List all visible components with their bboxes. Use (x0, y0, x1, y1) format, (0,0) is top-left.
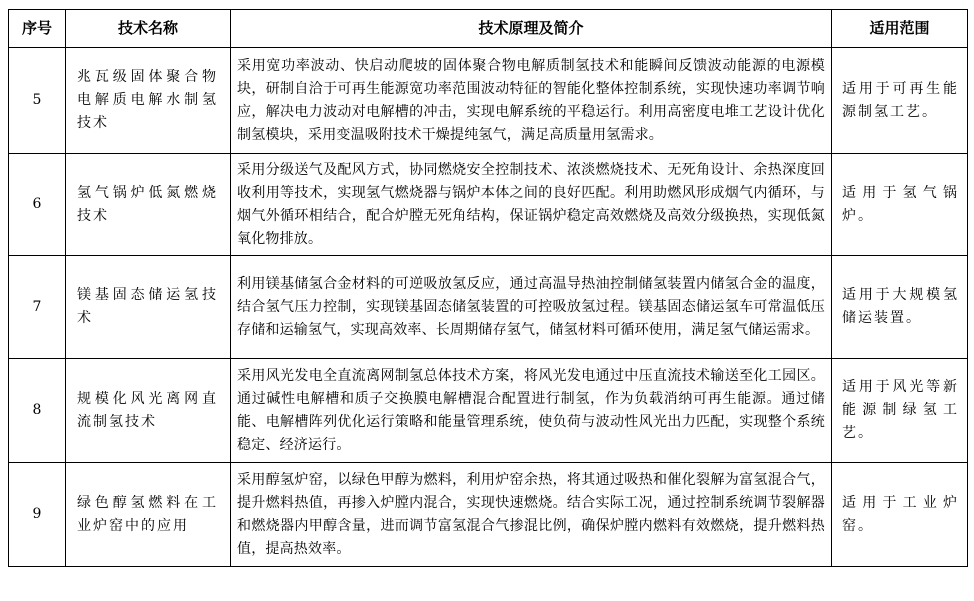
row-scope: 适用于风光等新能源制绿氢工艺。 (832, 359, 968, 463)
row-scope: 适用于大规模氢储运装置。 (832, 256, 968, 359)
row-name: 规模化风光离网直流制氢技术 (66, 359, 231, 463)
row-scope: 适用于工业炉窑。 (832, 463, 968, 567)
header-scope: 适用范围 (832, 10, 968, 48)
row-seq: 5 (9, 48, 66, 154)
row-principle: 采用分级送气及配风方式，协同燃烧安全控制技术、浓淡燃烧技术、无死角设计、余热深度回收利用等技术，实现氢气燃烧器与锅炉本体之间的良好匹配。利用助燃风形成烟气内循环，与烟气外循环相结合，配合炉膛无死角结构，保证锅炉稳定高效燃烧及高效分级换热，实现低氮氧化物排放。 (231, 154, 832, 256)
row-seq: 8 (9, 359, 66, 463)
table-row (9, 154, 968, 256)
row-principle: 采用宽功率波动、快启动爬坡的固体聚合物电解质制氢技术和能瞬间反馈波动能源的电源模块，研制自洽于可再生能源宽功率范围波动特征的智能化整体控制系统，实现快速功率调节响应，解决电力波动对电解槽的冲击，实现电解系统的平稳运行。利用高密度电堆工艺设计优化制氢模块，采用变温吸附技术干燥提纯氢气，满足高质量用氢需求。 (231, 48, 832, 154)
row-seq: 6 (9, 154, 66, 256)
row-principle: 采用醇氢炉窑，以绿色甲醇为燃料，利用炉窑余热，将其通过吸热和催化裂解为富氢混合气，提升燃料热值，再掺入炉膛内混合，实现快速燃烧。结合实际工况，通过控制系统调节裂解器和燃烧器内甲醇含量，进而调节富氢混合气掺混比例，确保炉膛内燃料有效燃烧，提升燃料热值，提高热效率。 (231, 463, 832, 567)
row-seq: 7 (9, 256, 66, 359)
row-scope: 适用于可再生能源制氢工艺。 (832, 48, 968, 154)
header-seq: 序号 (9, 10, 66, 48)
header-name: 技术名称 (66, 10, 231, 48)
row-principle: 采用风光发电全直流离网制氢总体技术方案，将风光发电通过中压直流技术输送至化工园区。通过碱性电解槽和质子交换膜电解槽混合配置进行制氢，作为负载消纳可再生能源。通过储能、电解槽阵列优化运行策略和能量管理系统，使负荷与波动性风光出力匹配，实现整个系统稳定、经济运行。 (231, 359, 832, 463)
table-row (9, 463, 968, 567)
row-scope: 适用于氢气锅炉。 (832, 154, 968, 256)
row-principle: 利用镁基储氢合金材料的可逆吸放氢反应，通过高温导热油控制储氢装置内储氢合金的温度，结合氢气压力控制，实现镁基固态储氢装置的可控吸放氢过程。镁基固态储运氢车可常温低压存储和运输氢气，实现高效率、长周期储存氢气，储氢材料可循环使用，满足氢气储运需求。 (231, 256, 832, 359)
row-name: 兆瓦级固体聚合物电解质电解水制氢技术 (66, 48, 231, 154)
row-name: 氢气锅炉低氮燃烧技术 (66, 154, 231, 256)
row-name: 镁基固态储运氢技术 (66, 256, 231, 359)
table-header-row (9, 10, 968, 48)
header-principle: 技术原理及简介 (231, 10, 832, 48)
row-seq: 9 (9, 463, 66, 567)
table-row (9, 256, 968, 359)
technology-table (8, 9, 968, 567)
row-name: 绿色醇氢燃料在工业炉窑中的应用 (66, 463, 231, 567)
table-row (9, 359, 968, 463)
table-row (9, 48, 968, 154)
